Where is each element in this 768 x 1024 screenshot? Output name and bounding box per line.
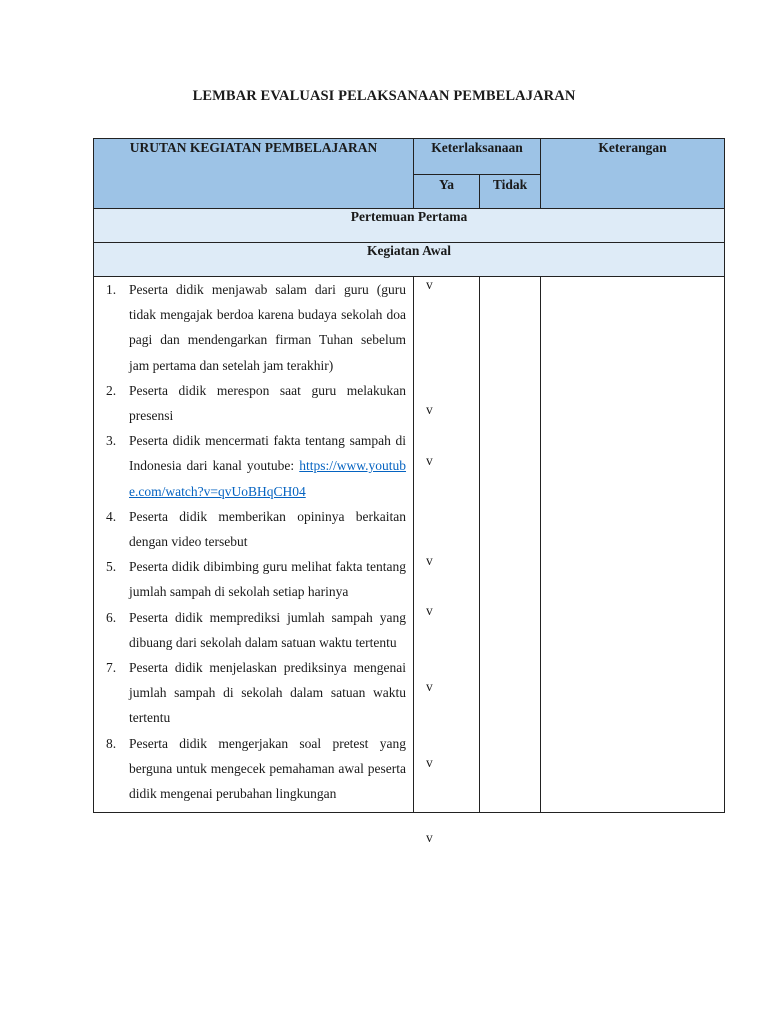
item-text-with-link xyxy=(129,428,406,504)
header-no xyxy=(480,175,541,209)
header-implementation xyxy=(414,139,541,175)
item-number: 3. xyxy=(106,433,117,449)
header-yes xyxy=(414,175,480,209)
document-title: LEMBAR EVALUASI PELAKSANAAN PEMBELAJARAN xyxy=(192,88,576,104)
phase-row xyxy=(94,243,725,277)
item-text: Peserta didik menjawab salam dari guru (guru tidak mengajak berdoa karena budaya sekolah doa pagi dan mendengarkan firman Tuhan sebelum jam pertama dan setelah jam terakhir) xyxy=(129,282,406,373)
item-number: 7. xyxy=(106,660,117,676)
item-text: Peserta didik mengerjakan soal pretest yang berguna untuk mengecek pemahaman awal peserta didik mengenai perubahan lingkungan xyxy=(129,735,406,802)
meeting-label: Pertemuan Pertama xyxy=(350,209,468,224)
item-number: 4. xyxy=(106,508,117,524)
check-mark: v xyxy=(426,277,433,292)
check-mark: v xyxy=(426,402,433,417)
check-mark: v xyxy=(426,453,433,468)
notes-column-cell xyxy=(541,277,725,813)
activity-list xyxy=(94,277,413,812)
check-mark: v xyxy=(426,830,433,845)
evaluation-table xyxy=(93,138,725,845)
list-item xyxy=(106,605,406,655)
item-text: Peserta didik merespon saat guru melakukan presensi xyxy=(129,382,406,424)
check-mark: v xyxy=(426,755,433,770)
check-mark: v xyxy=(426,603,433,618)
check-mark: v xyxy=(426,553,433,568)
list-item xyxy=(106,731,406,807)
list-item xyxy=(106,378,406,428)
list-item xyxy=(106,428,406,504)
no-column-cell xyxy=(480,277,541,813)
items-row xyxy=(94,277,725,813)
list-item xyxy=(106,554,406,604)
activity-list-cell xyxy=(94,277,414,813)
item-number: 5. xyxy=(106,559,117,575)
check-mark: v xyxy=(426,679,433,694)
header-no-label: Tidak xyxy=(492,177,528,192)
header-yes-label: Ya xyxy=(438,177,454,192)
list-item xyxy=(106,655,406,731)
item-text: Peserta didik menjelaskan prediksinya mengenai jumlah sampah di sekolah dalam satuan waktu tertentu xyxy=(129,660,406,726)
youtube-link[interactable]: https://www.youtube.com/watch?v=qvUoBHqCH04 xyxy=(129,458,407,499)
header-activity xyxy=(94,139,414,209)
header-activity-label: URUTAN KEGIATAN PEMBELAJARAN xyxy=(129,140,378,155)
meeting-row xyxy=(94,209,725,243)
item-text: Peserta didik memprediksi jumlah sampah yang dibuang dari sekolah dalam satuan waktu tertentu xyxy=(129,609,406,650)
item-number: 1. xyxy=(106,282,117,297)
item-text: Peserta didik dibimbing guru melihat fakta tentang jumlah sampah di sekolah setiap harinya xyxy=(129,559,406,600)
header-notes xyxy=(541,139,725,209)
item-number: 8. xyxy=(106,735,117,751)
yes-column-cell xyxy=(414,277,480,845)
phase-label: Kegiatan Awal xyxy=(366,243,452,258)
header-notes-label: Keterangan xyxy=(598,140,667,155)
list-item xyxy=(106,504,406,554)
list-item xyxy=(106,277,406,378)
item-number: 2. xyxy=(106,382,117,398)
header-implementation-label: Keterlaksanaan xyxy=(431,140,523,155)
item-text: Peserta didik memberikan opininya berkaitan dengan video tersebut xyxy=(129,508,406,550)
item-number: 6. xyxy=(106,609,117,625)
item-text: Peserta didik mencermati fakta tentang sampah di Indonesia dari kanal youtube: xyxy=(129,433,406,474)
